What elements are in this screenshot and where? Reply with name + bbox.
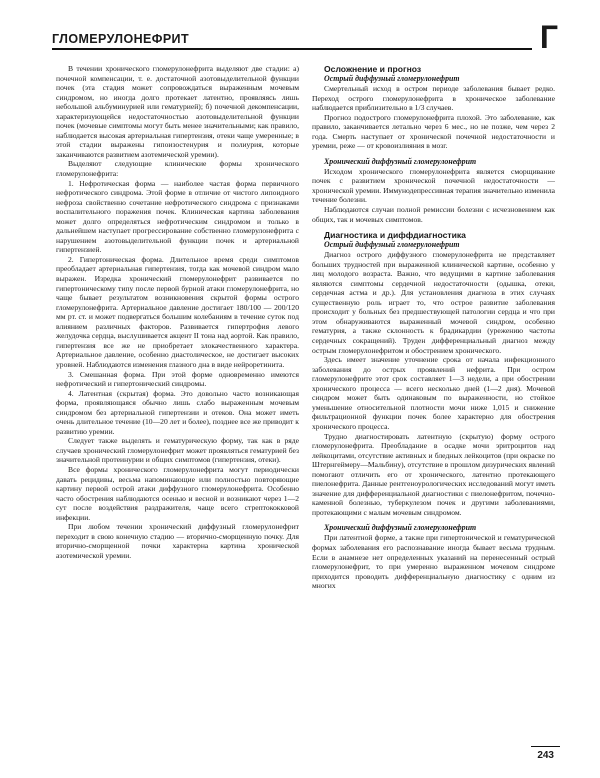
paragraph: Прогноз подострого гломерулонефрита плохой. Это заболевание, как правило, заканчивается летально через 6 мес., но не позже, чем через 2 года. Смерть наступает от хронической почечной недостаточности и уремии, реже — от кровоизлияния в мозг. (312, 112, 555, 151)
section-title: Диагностика и диффдиагностика (324, 230, 466, 241)
header-rule (52, 48, 532, 50)
subsection-title: Хронический диффузный гломерулонефрит (324, 523, 477, 533)
subsection-title: Острый диффузный гломерулонефрит (324, 74, 460, 83)
paragraph: При любом течении хронический диффузный гломерулонефрит переходит в свою конечную стадию — вторично-сморщенную почку. Для вторично-сморщенной почки характерна картина хронической азотемической уремии. (56, 522, 299, 560)
paragraph: Все формы хронического гломерулонефрита могут периодически давать рецидивы, весьма напоминающие или полностью повторяющие картину первой острой атаки диффузного гломерулонефрита. Особенно часто обострения наблюдаются осенью и весной и возникают через 1—2 сут после воздействия раздражителя, чаще всего стрептококковой инфекции. (56, 464, 299, 522)
paragraph: 4. Латентная (скрытая) форма. Это довольно часто возникающая форма, проявляющаяся обычно лишь слабо выраженным мочевым синдромом без артериальной гипертензии и отеков. Она может иметь очень длительное течение (10—20 лет и более), позднее все же приводит к развитию уремии. (56, 388, 299, 436)
right-column (312, 64, 555, 591)
subsection-title: Хронический диффузный гломерулонефрит (324, 156, 477, 166)
left-column (56, 64, 299, 560)
paragraph: Трудно диагностировать латентную (скрытую) форму острого гломерулонефрита. Преобладание в осадке мочи эритроцитов над лейкоцитами, отсутствие активных и бледных лейкоцитов (при окраске по Штернгеймеру—Мальбину), отсутствие в прошлом дизурических явлений помогают отличить его от хронического, латентно протекающего пиелонефрита. Данные рентгеноурологических исследований могут иметь значение для дифференциальной диагностики с пиелонефритом, почечно-каменной болезнью, туберкулезом почек и другими заболеваниями, протекающими с малым мочевым синдромом. (312, 431, 555, 517)
paragraph: 1. Нефротическая форма — наиболее частая форма первичного нефротического синдрома. Этой форме в отличие от чистого липоидного нефроза свойственно сочетание нефротического синдрома с признаками воспалительного поражения почек. Клиническая картина заболевания может долго определяться нефротическим синдромом и только в дальнейшем наступает прогрессирование собственно гломерулонефрита с нарушением азотовыделительной функции почек и артериальной гипертензией. (56, 178, 299, 255)
paragraph: 3. Смешанная форма. При этой форме одновременно имеются нефротический и гипертонический синдромы. (56, 369, 299, 389)
header-title: ГЛОМЕРУЛОНЕФРИТ (52, 32, 189, 46)
paragraph: Смертельный исход в остром периоде заболевания бывает редко. Переход острого гломерулонефрита в хроническое заболевание наблюдается приблизительно в 1/3 случаев. (312, 84, 555, 113)
paragraph: При латентной форме, а также при гипертонической и гематурической формах заболевания его распознавание иногда бывает весьма трудным. Если в анамнезе нет определенных указаний на перенесенный острый гломерулонефрит, то при умеренно выраженном мочевом синдроме приходится проводить дифференциальную диагностику с одним из многих (312, 533, 555, 591)
paragraph: Здесь имеет значение уточнение срока от начала инфекционного заболевания до острых проявлений нефрита. При остром гломерулонефрите этот срок составляет 1—3 недели, а при обострении хронического процесса — всего несколько дней (1—2 дня). Мочевой синдром может быть одинаковым по выраженности, но стойкое уменьшение относительной плотности мочи ниже 1,015 и снижение фильтрационной функции почек более характерно для обострения хронического процесса. (312, 355, 555, 431)
paragraph: Выделяют следующие клинические формы хронического гломерулонефрита: (56, 159, 299, 179)
subsection-title: Острый диффузный гломерулонефрит (324, 240, 460, 250)
section-letter: Г (539, 19, 558, 55)
paragraph: Исходом хронического гломерулонефрита является сморщивание почек с развитием хронической почечной недостаточности — хронической уремии. Иммунодепрессивная терапия значительно изменила течение болезни. (312, 166, 555, 205)
running-header (52, 19, 558, 55)
paragraph: Следует также выделять и гематурическую форму, так как в ряде случаев хронический гломерулонефрит может проявляться гематурией без значительной протеинурии и общих симптомов (гипертензия, отеки). (56, 436, 299, 465)
section-title: Осложнение и прогноз (324, 64, 422, 74)
paragraph: 2. Гипертоническая форма. Длительное время среди симптомов преобладает артериальная гипертензия, тогда как мочевой синдром мало выражен. Изредка хронический гломерулонефрит развивается по гипертоническому типу после первой бурной атаки гломерулонефрита, но чаще бывает результатом возникновения скрытой формы острого гломерулонефрита. Артериальное давление достигает 180/100 — 200/120 мм рт. ст. и может подвергаться большим колебаниям в течение суток под влиянием различных факторов. Развивается гипертрофия левого желудочка сердца, выслушивается акцент II тона над аортой. Как правило, гипертензия все же не приобретает злокачественного характера. Артериальное давление, особенно диастолическое, не достигает высоких уровней. Наблюдаются изменения глазного дна в виде нейроретинита. (56, 254, 299, 369)
paragraph: В течении хронического гломерулонефрита выделяют две стадии: а) почечной компенсации, т. е. достаточной азотовыделительной функции почек (эта стадия может сопровождаться выраженным мочевым синдромом, но иногда долго протекает латентно, проявляясь лишь небольшой альбуминурией или гематурией); б) почечной декомпенсации, характеризующейся недостаточностью азотовыделительной функции почек (мочевые симптомы могут быть менее значительными; как правило, наблюдается высокая артериальная гипертензия, отеки чаще умеренные; в этой стадии выражены гипоизостенурия и полиурия, которые заканчиваются развитием азотемической уремии). (56, 64, 299, 159)
paragraph: Наблюдаются случаи полной ремиссии болезни с исчезновением как общих, так и мочевых симптомов. (312, 205, 555, 224)
paragraph: Диагноз острого диффузного гломерулонефрита не представляет больших трудностей при выраженной клинической картине, особенно у лиц молодого возраста. Важно, что ведущими в картине заболевания являются симптомы сердечной недостаточности (одышка, отеки, сердечная астма и др.). Для установления диагноза в этих случаях существенную роль играет то, что острое развитие заболевания происходит у больных без предшествующей патологии сердца и что при этом обнаруживаются выраженный мочевой синдром, особенно гематурия, а также склонность к брадикардии (урежению частоты сердечных сокращений). Труден дифференциальный диагноз между острым гломерулонефритом и обострением хронического. (312, 250, 555, 355)
page-number: 243 (531, 746, 560, 764)
